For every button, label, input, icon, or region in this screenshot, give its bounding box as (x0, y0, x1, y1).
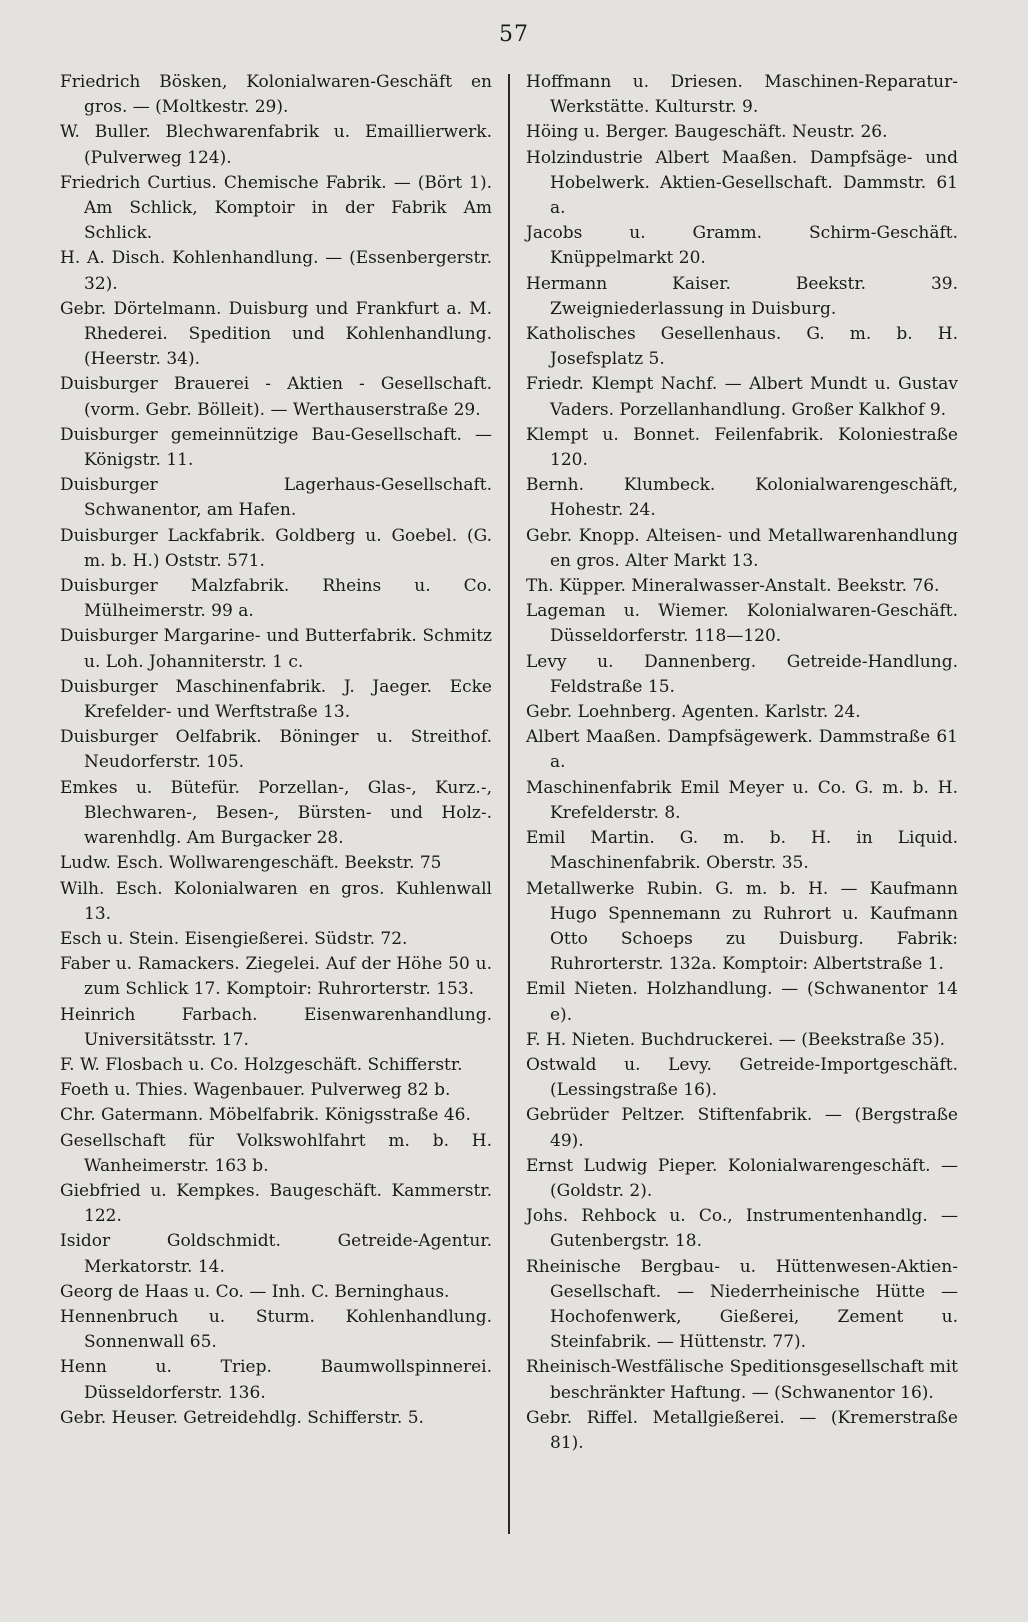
directory-entry: Giebfried u. Kempkes. Baugeschäft. Kammerstr. 122. (60, 1180, 492, 1227)
directory-entry: Heinrich Farbach. Eisenwarenhandlung. Universitätsstr. 17. (60, 1004, 492, 1050)
directory-entry: Friedrich Curtius. Chemische Fabrik. — (Bört 1). Am Schlick, Komptoir in der Fabrik Am Schlick. (60, 172, 492, 244)
directory-entry: Metallwerke Rubin. G. m. b. H. — Kaufmann Hugo Spennemann zu Ruhrort u. Kaufmann Otto Schoeps zu Duisburg. Fabrik: Ruhrorterstr. 132a. Komptoir: Albertstraße 1. (526, 878, 958, 975)
directory-entry: Hermann Kaiser. Beekstr. 39. Zweigniederlassung in Duisburg. (526, 273, 958, 319)
right-column (526, 70, 958, 1456)
directory-entry: Duisburger gemeinnützige Bau-Gesellschaft. — Königstr. 11. (60, 424, 492, 471)
directory-entry: Duisburger Oelfabrik. Böninger u. Streithof. Neudorferstr. 105. (60, 727, 492, 773)
directory-entry: Faber u. Ramackers. Ziegelei. Auf der Höhe 50 u. zum Schlick 17. Komptoir: Ruhrorterstr. 153. (60, 954, 492, 1000)
directory-entry: Albert Maaßen. Dampfsägewerk. Dammstraße 61 a. (526, 727, 958, 773)
directory-entry: Rheinische Bergbau- u. Hüttenwesen-Aktien-Gesellschaft. — Niederrheinische Hütte — Hochofenwerk, Gießerei, Zement u. Steinfabrik. — Hüttenstr. 77). (526, 1256, 958, 1353)
directory-entry: Th. Küpper. Mineralwasser-Anstalt. Beekstr. 76. (526, 576, 940, 597)
directory-entry: Georg de Haas u. Co. — Inh. C. Berninghaus. (60, 1281, 450, 1302)
directory-entry: Duisburger Lagerhaus-Gesellschaft. Schwanentor, am Hafen. (60, 475, 492, 521)
directory-entry: Friedrich Bösken, Kolonialwaren-Geschäft en gros. — (Moltkestr. 29). (60, 72, 492, 118)
directory-entry: Holzindustrie Albert Maaßen. Dampfsäge- und Hobelwerk. Aktien-Gesellschaft. Dammstr. 61 a. (526, 147, 958, 219)
directory-entry: Höing u. Berger. Baugeschäft. Neustr. 26. (526, 122, 888, 143)
directory-entry: Gebr. Knopp. Alteisen- und Metallwarenhandlung en gros. Alter Markt 13. (526, 525, 958, 571)
directory-entry: Emkes u. Bütefür. Porzellan-, Glas-, Kurz.-, Blechwaren-, Besen-, Bürsten- und Holz-. warenhdlg. Am Burgacker 28. (60, 777, 492, 849)
directory-entry: Wilh. Esch. Kolonialwaren en gros. Kuhlenwall 13. (60, 878, 492, 924)
directory-entry: Foeth u. Thies. Wagenbauer. Pulverweg 82 b. (60, 1080, 451, 1101)
directory-entry: Duisburger Margarine- und Butterfabrik. Schmitz u. Loh. Johanniterstr. 1 c. (60, 626, 492, 672)
directory-entry: F. H. Nieten. Buchdruckerei. — (Beekstraße 35). (526, 1029, 946, 1050)
directory-entry: Esch u. Stein. Eisengießerei. Südstr. 72. (60, 928, 408, 949)
directory-entry: Gebr. Dörtelmann. Duisburg und Frankfurt a. M. Rhederei. Spedition und Kohlenhandlung. (Heerstr. 34). (60, 298, 492, 370)
directory-entry: Bernh. Klumbeck. Kolonialwarengeschäft, Hohestr. 24. (526, 475, 958, 521)
directory-entry: Klempt u. Bonnet. Feilenfabrik. Koloniestraße 120. (526, 424, 958, 471)
directory-entry: Johs. Rehbock u. Co., Instrumentenhandlg. — Gutenbergstr. 18. (526, 1206, 958, 1252)
directory-entry: Emil Nieten. Holzhandlung. — (Schwanentor 14 e). (526, 979, 958, 1025)
directory-entry: Levy u. Dannenberg. Getreide-Handlung. Feldstraße 15. (526, 651, 958, 697)
directory-entry: F. W. Flosbach u. Co. Holzgeschäft. Schifferstr. (60, 1054, 463, 1075)
directory-entry: Gebrüder Peltzer. Stiftenfabrik. — (Bergstraße 49). (526, 1105, 958, 1151)
directory-entry: Duisburger Malzfabrik. Rheins u. Co. Mülheimerstr. 99 a. (60, 576, 492, 622)
directory-entry: Jacobs u. Gramm. Schirm-Geschäft. Knüppelmarkt 20. (526, 223, 958, 269)
directory-entry: Hoffmann u. Driesen. Maschinen-Reparatur-Werkstätte. Kulturstr. 9. (526, 72, 958, 118)
directory-entry: H. A. Disch. Kohlenhandlung. — (Essenbergerstr. 32). (60, 248, 492, 294)
directory-entry: Gesellschaft für Volkswohlfahrt m. b. H. Wanheimerstr. 163 b. (60, 1130, 492, 1176)
directory-entry: Gebr. Riffel. Metallgießerei. — (Kremerstraße 81). (526, 1407, 958, 1453)
directory-entry: Duisburger Lackfabrik. Goldberg u. Goebel. (G. m. b. H.) Oststr. 571. (60, 525, 492, 571)
directory-entry: Lageman u. Wiemer. Kolonialwaren-Geschäft. Düsseldorferstr. 118—120. (526, 601, 958, 647)
directory-entry: Gebr. Heuser. Getreidehdlg. Schifferstr. 5. (60, 1407, 424, 1428)
page-number: 57 (499, 22, 529, 47)
directory-entry: Ernst Ludwig Pieper. Kolonialwarengeschäft. — (Goldstr. 2). (526, 1155, 958, 1201)
directory-entry: Chr. Gatermann. Möbelfabrik. Königsstraße 46. (60, 1105, 471, 1126)
column-divider (508, 74, 510, 1534)
directory-entry: Ludw. Esch. Wollwarengeschäft. Beekstr. 75 (60, 853, 442, 874)
directory-entry: Friedr. Klempt Nachf. — Albert Mundt u. Gustav Vaders. Porzellanhandlung. Großer Kalkhof 9. (526, 374, 958, 420)
directory-entry: Duisburger Brauerei - Aktien - Gesellschaft. (vorm. Gebr. Bölleit). — Werthauserstraße 29. (60, 374, 492, 420)
directory-entry: Emil Martin. G. m. b. H. in Liquid. Maschinenfabrik. Oberstr. 35. (526, 828, 958, 874)
directory-entry: Ostwald u. Levy. Getreide-Importgeschäft. (Lessingstraße 16). (526, 1054, 958, 1101)
directory-entry: Gebr. Loehnberg. Agenten. Karlstr. 24. (526, 702, 861, 723)
directory-entry: Katholisches Gesellenhaus. G. m. b. H. Josefsplatz 5. (526, 324, 958, 370)
directory-entry: Maschinenfabrik Emil Meyer u. Co. G. m. b. H. Krefelderstr. 8. (526, 777, 958, 823)
directory-entry: Isidor Goldschmidt. Getreide-Agentur. Merkatorstr. 14. (60, 1231, 492, 1277)
directory-entry: Hennenbruch u. Sturm. Kohlenhandlung. Sonnenwall 65. (60, 1306, 492, 1353)
directory-entry: W. Buller. Blechwarenfabrik u. Emaillierwerk. (Pulverweg 124). (60, 122, 492, 168)
directory-entry: Henn u. Triep. Baumwollspinnerei. Düsseldorferstr. 136. (60, 1357, 492, 1403)
left-column (60, 70, 492, 1431)
directory-entry: Rheinisch-Westfälische Speditionsgesellschaft mit beschränkter Haftung. — (Schwanentor 16). (526, 1357, 958, 1403)
directory-entry: Duisburger Maschinenfabrik. J. Jaeger. Ecke Krefelder- und Werftstraße 13. (60, 676, 492, 723)
